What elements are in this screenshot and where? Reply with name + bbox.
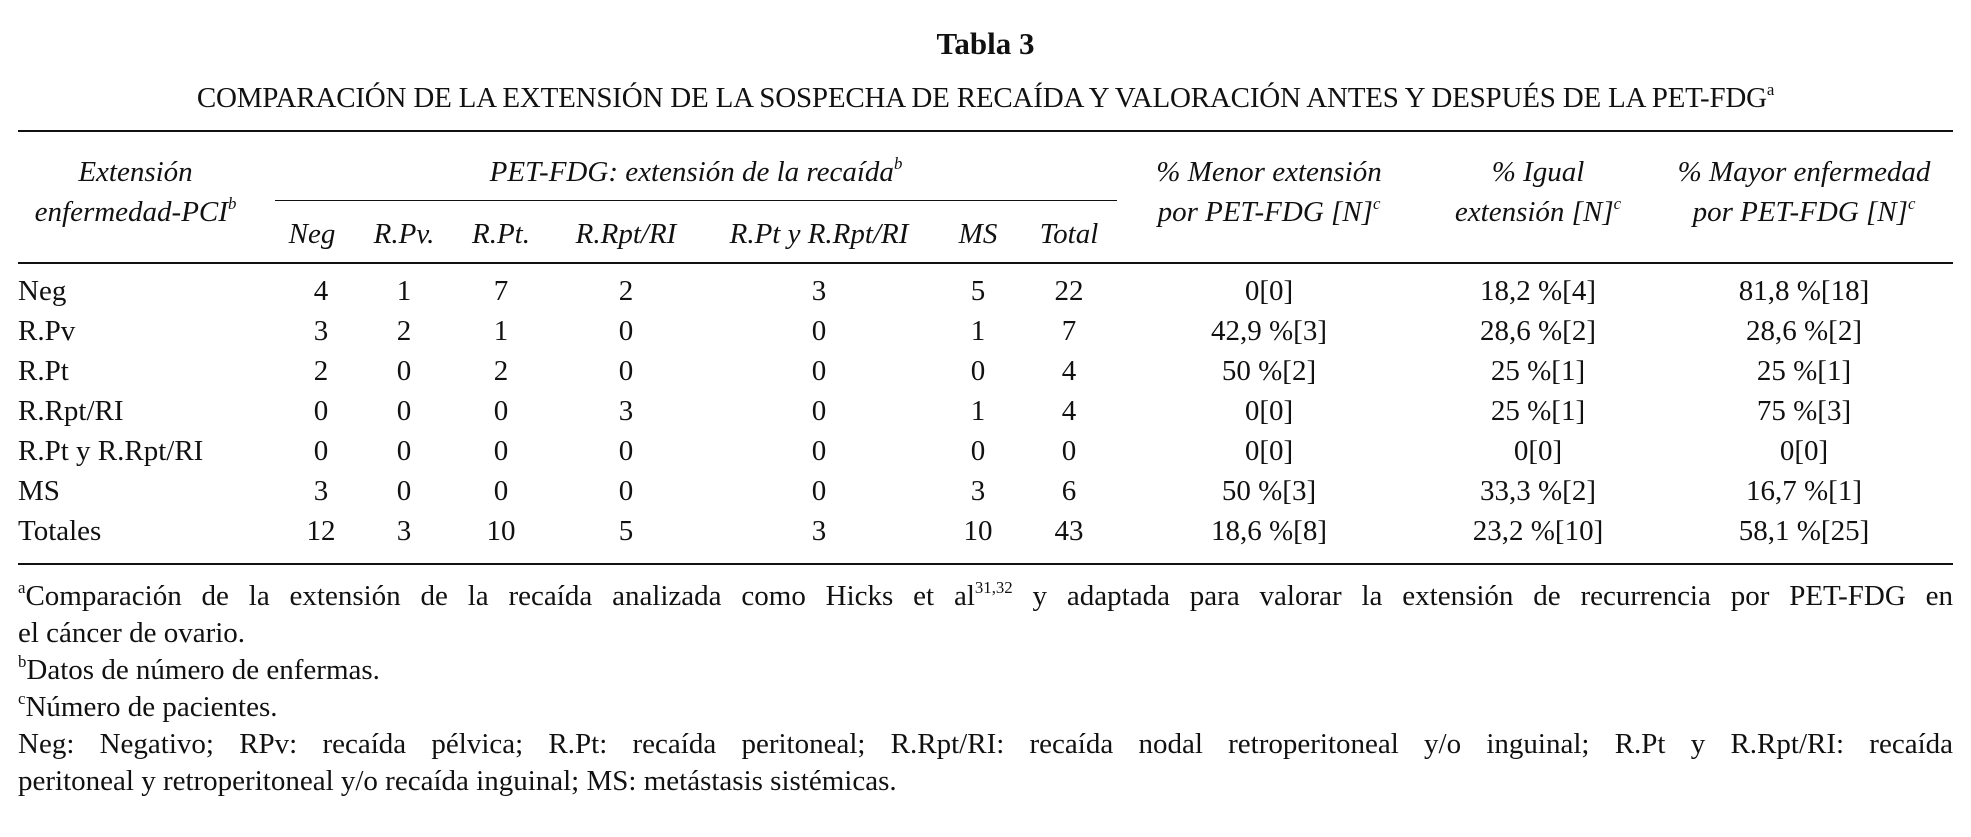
cell-rpv: 2: [396, 315, 412, 347]
stub-header-line1: Extensión: [78, 156, 193, 188]
footnote-a-line2: el cáncer de ovario.: [18, 617, 246, 649]
cell-neg: 0: [313, 435, 329, 467]
cell-rrpt-ri: 5: [618, 515, 634, 547]
col-header-menor: [1128, 152, 1410, 232]
col-header-igual-mark: c: [1613, 194, 1622, 214]
cell-mayor: 25 %[1]: [1756, 355, 1852, 387]
cell-rpt-rrpt-ri: 0: [811, 475, 827, 507]
cell-rrpt-ri: 0: [618, 315, 634, 347]
cell-total: 4: [1061, 355, 1077, 387]
cell-rpt: 7: [493, 275, 509, 307]
footnote-c-mark: c: [18, 689, 26, 709]
col-header-ms: MS: [958, 218, 998, 250]
cell-mayor: 0[0]: [1779, 435, 1829, 467]
stub-header-line2: enfermedad-PCI: [34, 196, 228, 228]
cell-rrpt-ri: 3: [618, 395, 634, 427]
col-header-mayor-mark: c: [1907, 194, 1916, 214]
row-label: R.Pv: [18, 315, 76, 347]
footnote-c-line: [18, 689, 1953, 726]
pet-group-header: [275, 152, 1117, 192]
col-header-rrpt-ri: R.Rpt/RI: [575, 218, 677, 250]
row-label: Totales: [18, 515, 102, 547]
table-label: Tabla 3: [936, 26, 1035, 61]
cell-ms: 1: [970, 395, 986, 427]
footnote-abbrev-line1: Neg: Negativo; RPv: recaída pélvica; R.Pt: recaída peritoneal; R.Rpt/RI: recaída nodal retroperitoneal y/o inguinal; R.Pt y R.Rpt/RI: recaída: [18, 728, 1953, 760]
col-header-mayor-line1: % Mayor enfermedad: [1677, 156, 1931, 188]
footnote-a: [18, 578, 1953, 652]
cell-total: 0: [1061, 435, 1077, 467]
cell-menor: 0[0]: [1244, 275, 1294, 307]
col-header-total: Total: [1039, 218, 1099, 250]
cell-neg: 4: [313, 275, 329, 307]
footnote-b: [18, 652, 1953, 689]
footnote-a-text-2: y adaptada para valorar la extensión de recurrencia por PET-FDG en: [1012, 580, 1953, 612]
cell-mayor: 81,8 %[18]: [1738, 275, 1870, 307]
footnote-abbreviations: [18, 726, 1953, 800]
cell-igual: 18,2 %[4]: [1480, 275, 1596, 307]
header-rule: [18, 262, 1953, 264]
cell-neg: 0: [313, 395, 329, 427]
col-header-menor-line2: por PET-FDG [N]: [1157, 196, 1373, 228]
footnote-a-mark: a: [18, 578, 26, 598]
col-header-rpv: R.Pv.: [373, 218, 435, 250]
cell-rpv: 0: [396, 395, 412, 427]
cell-mayor: 28,6 %[2]: [1746, 315, 1862, 347]
pet-group-label: PET-FDG: extensión de la recaída: [489, 156, 894, 188]
cell-igual: 33,3 %[2]: [1480, 475, 1596, 507]
col-header-igual-line1: % Igual: [1491, 156, 1585, 188]
pet-group-mark: b: [893, 154, 903, 174]
col-header-neg: Neg: [288, 218, 336, 250]
footnote-b-text: Datos de número de enfermas.: [26, 654, 380, 686]
stub-header-mark: b: [227, 194, 237, 214]
cell-total: 22: [1054, 275, 1084, 307]
cell-rpt-rrpt-ri: 3: [811, 275, 827, 307]
cell-rrpt-ri: 0: [618, 435, 634, 467]
cell-rpt-rrpt-ri: 0: [811, 355, 827, 387]
cell-rpt-rrpt-ri: 3: [811, 515, 827, 547]
cell-rpv: 0: [396, 435, 412, 467]
cell-total: 4: [1061, 395, 1077, 427]
table-title: [18, 78, 1953, 118]
footnote-b-mark: b: [18, 652, 27, 672]
cell-ms: 0: [970, 435, 986, 467]
cell-mayor: 16,7 %[1]: [1746, 475, 1862, 507]
cell-total: 43: [1054, 515, 1084, 547]
cell-mayor: 58,1 %[25]: [1738, 515, 1870, 547]
cell-mayor: 75 %[3]: [1756, 395, 1852, 427]
cell-rpt: 2: [493, 355, 509, 387]
cell-ms: 10: [963, 515, 993, 547]
cell-igual: 23,2 %[10]: [1472, 515, 1604, 547]
footnote-abbrev-line2: peritoneal y retroperitoneal y/o recaída inguinal; MS: metástasis sistémicas.: [18, 765, 897, 797]
col-header-rpt-rrpt-ri: R.Pt y R.Rpt/RI: [729, 218, 909, 250]
cell-ms: 1: [970, 315, 986, 347]
cell-rpt: 0: [493, 435, 509, 467]
cell-rpt: 0: [493, 475, 509, 507]
top-rule: [18, 130, 1953, 132]
cell-menor: 18,6 %[8]: [1211, 515, 1327, 547]
footnote-b-line: [18, 652, 1953, 689]
cell-ms: 3: [970, 475, 986, 507]
cell-menor: 50 %[3]: [1221, 475, 1317, 507]
col-header-menor-mark: c: [1372, 194, 1381, 214]
stub-header: [18, 152, 253, 232]
cell-ms: 5: [970, 275, 986, 307]
cell-igual: 25 %[1]: [1490, 395, 1586, 427]
row-label: R.Pt y R.Rpt/RI: [18, 435, 204, 467]
cell-rpt-rrpt-ri: 0: [811, 435, 827, 467]
cell-menor: 0[0]: [1244, 395, 1294, 427]
col-header-mayor-line2: por PET-FDG [N]: [1692, 196, 1908, 228]
cell-rpv: 0: [396, 355, 412, 387]
cell-rpt: 1: [493, 315, 509, 347]
cell-rrpt-ri: 2: [618, 275, 634, 307]
row-label: R.Rpt/RI: [18, 395, 124, 427]
cell-total: 6: [1061, 475, 1077, 507]
cell-menor: 42,9 %[3]: [1211, 315, 1327, 347]
col-header-igual: [1418, 152, 1658, 232]
cell-neg: 3: [313, 475, 329, 507]
col-header-igual-line2: extensión [N]: [1454, 196, 1614, 228]
cell-rrpt-ri: 0: [618, 355, 634, 387]
table-title-text: COMPARACIÓN DE LA EXTENSIÓN DE LA SOSPECHA DE RECAÍDA Y VALORACIÓN ANTES Y DESPUÉS DE LA PET-FDG: [196, 82, 1767, 114]
table-title-footnote-mark: a: [1766, 80, 1775, 100]
cell-rpv: 1: [396, 275, 412, 307]
group-rule: [275, 200, 1117, 201]
cell-rpt: 0: [493, 395, 509, 427]
cell-igual: 28,6 %[2]: [1480, 315, 1596, 347]
footnote-a-text-1: Comparación de la extensión de la recaída analizada como Hicks et al: [25, 580, 975, 612]
cell-neg: 3: [313, 315, 329, 347]
bottom-rule: [18, 563, 1953, 565]
cell-rpv: 3: [396, 515, 412, 547]
cell-total: 7: [1061, 315, 1077, 347]
row-label: Neg: [18, 275, 67, 307]
cell-rpt-rrpt-ri: 0: [811, 395, 827, 427]
footnote-c: [18, 689, 1953, 726]
footnote-c-text: Número de pacientes.: [25, 691, 278, 723]
cell-rpt: 10: [486, 515, 516, 547]
footnote-a-refs: 31,32: [974, 578, 1013, 598]
cell-igual: 25 %[1]: [1490, 355, 1586, 387]
cell-rrpt-ri: 0: [618, 475, 634, 507]
cell-igual: 0[0]: [1513, 435, 1563, 467]
cell-neg: 12: [306, 515, 336, 547]
cell-menor: 50 %[2]: [1221, 355, 1317, 387]
cell-rpv: 0: [396, 475, 412, 507]
col-header-mayor: [1655, 152, 1953, 232]
col-header-menor-line1: % Menor extensión: [1156, 156, 1382, 188]
cell-rpt-rrpt-ri: 0: [811, 315, 827, 347]
row-label: R.Pt: [18, 355, 69, 387]
cell-menor: 0[0]: [1244, 435, 1294, 467]
footnote-a-line1: [18, 578, 1953, 615]
cell-neg: 2: [313, 355, 329, 387]
cell-ms: 0: [970, 355, 986, 387]
row-label: MS: [18, 475, 60, 507]
col-header-rpt: R.Pt.: [472, 218, 530, 250]
